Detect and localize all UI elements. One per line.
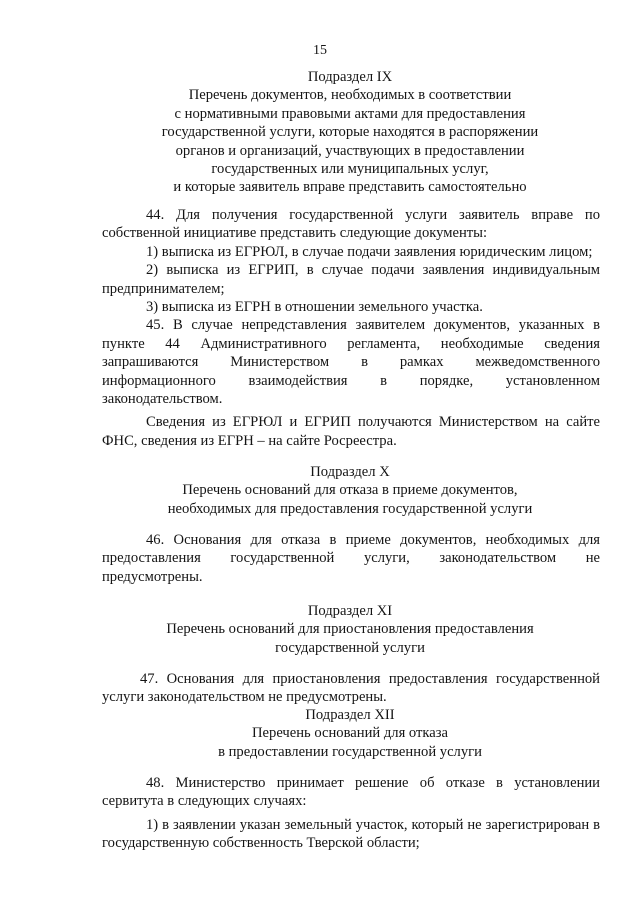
subsection-12-heading: [100, 706, 600, 761]
paragraph-44: 44. Для получения государственной услуги заявитель вправе по собственной инициативе представить следующие документы:: [102, 207, 600, 242]
subsection-11-heading: [100, 602, 600, 657]
subsection-9-heading: [100, 68, 600, 197]
subsection-11-title: Подраздел XI: [307, 603, 393, 619]
subsection-12-line-2: в предоставлении государственной услуги: [218, 743, 482, 760]
subsection-9-title: Подраздел IX: [307, 69, 393, 85]
subsection-9-line-2: с нормативными правовыми актами для предоставления: [174, 105, 526, 122]
subsection-10-heading: [100, 463, 600, 518]
paragraph-44-item-2: 2) выписка из ЕГРИП, в случае подачи заявления индивидуальным предпринимателем;: [102, 262, 600, 297]
paragraph-48-item-1: 1) в заявлении указан земельный участок, который не зарегистрирован в государственную собственность Тверской области;: [102, 816, 600, 852]
paragraph-48: 48. Министерство принимает решение об отказе в установлении сервитута в следующих случаях:: [102, 775, 600, 810]
page-number: 15: [313, 43, 327, 58]
subsection-11-line-1: Перечень оснований для приостановления предоставления: [166, 621, 534, 638]
subsection-10-line-1: Перечень оснований для отказа в приеме документов,: [182, 482, 518, 499]
paragraph-47-block: [102, 670, 600, 707]
subsection-9-line-6: и которые заявитель вправе представить самостоятельно: [173, 179, 527, 196]
paragraph-46: 46. Основания для отказа в приеме документов, необходимых для предоставления государственной услуги, законодательством не предусмотрены.: [102, 532, 600, 585]
subsection-12-line-1: Перечень оснований для отказа: [252, 725, 448, 742]
subsection-10-line-2: необходимых для предоставления государственной услуги: [167, 500, 533, 517]
subsection-9-line-5: государственных или муниципальных услуг,: [211, 160, 489, 177]
paragraph-44-item-3: 3) выписка из ЕГРН в отношении земельного участка.: [146, 299, 483, 316]
subsection-11-line-2: государственной услуги: [275, 639, 425, 656]
subsection-10-title: Подраздел X: [310, 464, 390, 480]
paragraph-48-block: [102, 774, 600, 853]
paragraph-45: 45. В случае непредставления заявителем документов, указанных в пункте 44 Административного регламента, необходимые сведения запрашиваются Министерством в рамках межведомственного информационного взаимодействия в порядке, установленном законодательством.: [102, 317, 600, 408]
paragraph-45-continuation: Сведения из ЕГРЮЛ и ЕГРИП получаются Министерством на сайте ФНС, сведения из ЕГРН – на сайте Росреестра.: [102, 414, 600, 449]
subsection-9-line-3: государственной услуги, которые находятся в распоряжении: [161, 124, 539, 141]
paragraph-47: 47. Основания для приостановления предоставления государственной услуги законодательством не предусмотрены.: [102, 671, 600, 706]
paragraph-44-item-1: 1) выписка из ЕГРЮЛ, в случае подачи заявления юридическим лицом;: [146, 243, 593, 260]
subsection-9-line-4: органов и организаций, участвующих в предоставлении: [175, 142, 525, 159]
subsection-12-title: Подраздел XII: [305, 707, 395, 723]
subsection-9-line-1: Перечень документов, необходимых в соответствии: [188, 87, 512, 104]
paragraph-46-block: [102, 531, 600, 586]
paragraphs-44-45: [102, 206, 600, 450]
